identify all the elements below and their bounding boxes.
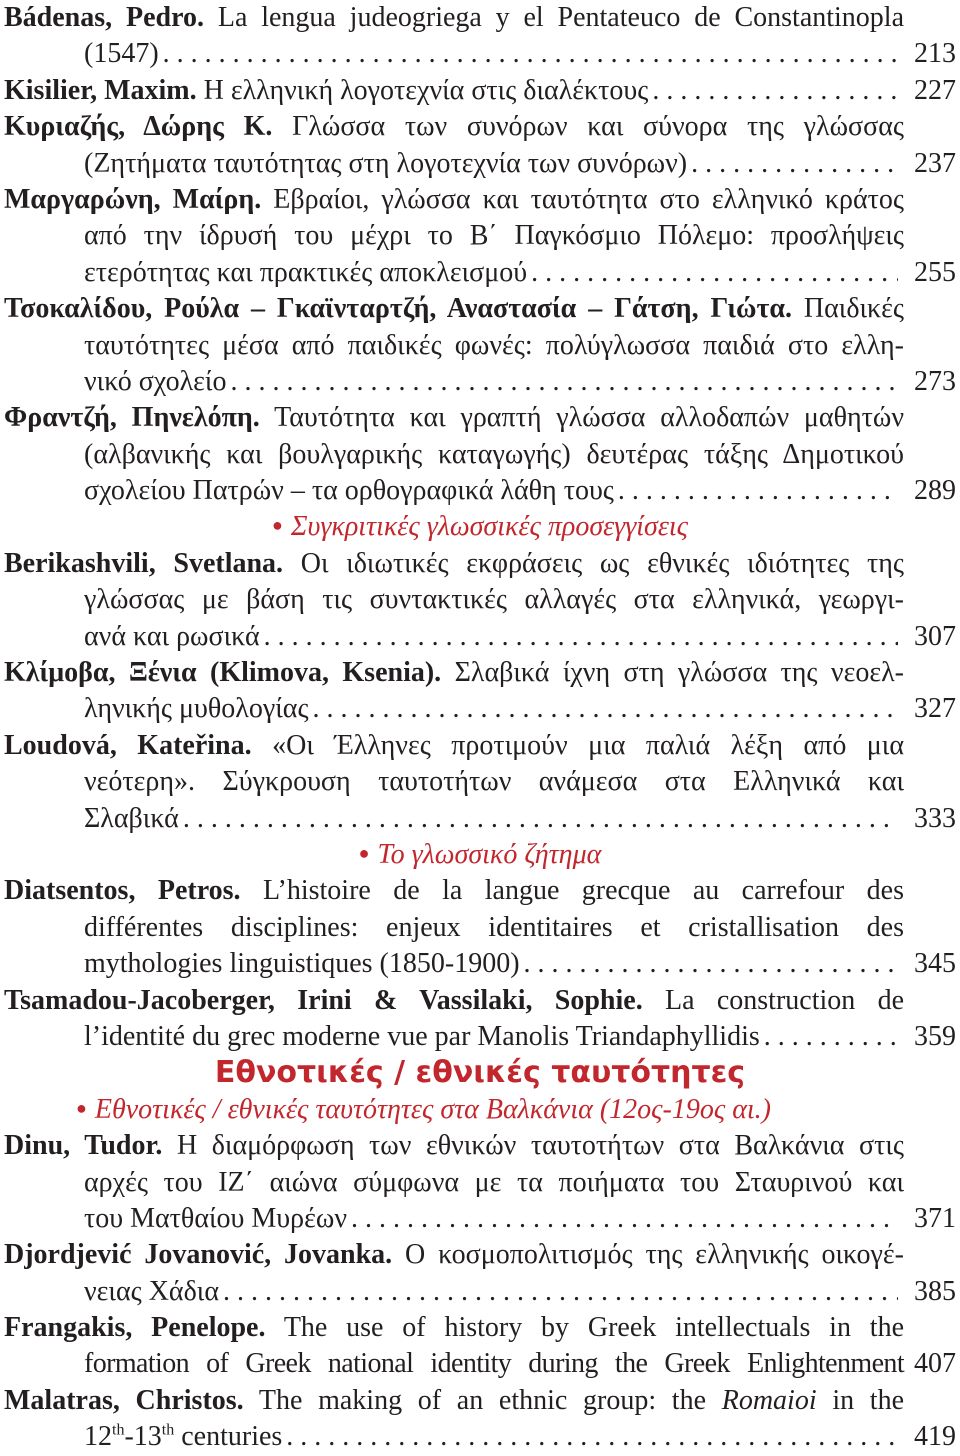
- leader-dots: [163, 36, 898, 72]
- page-number: 359: [914, 1020, 956, 1052]
- leader-dots: [351, 1201, 898, 1237]
- entry-title-cont: (αλβανικής και βουλγαρικής καταγωγής) δευτέρας τάξης Δημοτικού: [84, 438, 904, 470]
- leader-dots: [618, 473, 898, 509]
- toc-entry: [0, 0, 960, 73]
- page-number: 407: [914, 1348, 956, 1380]
- toc-entry: [0, 873, 960, 982]
- leader-dots: [524, 946, 898, 982]
- entry-title: Ο κοσμοπολιτισμός της ελληνικής οικογέ-: [405, 1239, 904, 1271]
- page-number: 255: [914, 256, 956, 288]
- entry-title-cont: ανά και ρωσικά: [84, 620, 260, 652]
- entry-title: Γλώσσα των συνόρων και σύνορα της γλώσσας: [292, 111, 904, 143]
- page-number: 273: [914, 365, 956, 397]
- entry-author: Malatras, Christos.: [4, 1384, 244, 1416]
- entry-title: Οι ιδιωτικές εκφράσεις ως εθνικές ιδιότητες της: [300, 547, 905, 579]
- leader-dots: [531, 255, 898, 291]
- entry-author: Berikashvili, Svetlana.: [4, 547, 284, 579]
- page-number: 385: [914, 1275, 956, 1307]
- page-number: 213: [914, 38, 956, 70]
- toc-entry: [0, 1310, 960, 1383]
- toc-entry: Malatras, Christos. The making of an ethnic group: the Romaioi in the 12th-13th centuries . . . 419: [0, 1383, 960, 1456]
- entry-title: in the: [832, 1384, 904, 1416]
- entry-title-cont: (Ζητήματα ταυτότητας στη λογοτεχνία των συνόρων): [84, 147, 688, 179]
- leader-dots: [691, 146, 898, 182]
- toc-entry: [0, 1237, 960, 1310]
- entry-author: Κυριαζής, Δώρης Κ.: [4, 111, 273, 143]
- toc-entry: [0, 728, 960, 837]
- entry-title: La lengua judeogriega y el Pentateuco de Constantinopla: [217, 2, 905, 33]
- entry-title: «Οι Έλληνες προτιμούν μια παλιά λέξη από μια: [272, 729, 905, 761]
- bullet-icon: ●: [358, 842, 370, 863]
- toc-entry: [0, 73, 960, 109]
- toc-entry: [0, 1128, 960, 1237]
- page-number: 289: [914, 475, 956, 507]
- entry-title: L’histoire de la langue grecque au carrefour des: [262, 875, 905, 907]
- leader-dots: [223, 1274, 898, 1310]
- entry-title-cont: mythologies linguistiques (1850-1900): [84, 948, 520, 980]
- entry-author: Kisilier, Maxim.: [4, 74, 197, 106]
- leader-dots: [313, 691, 898, 727]
- entry-author: Dinu, Tudor.: [4, 1130, 163, 1162]
- entry-author: Φραντζή, Πηνελόπη.: [4, 402, 260, 434]
- entry-title-cont: ετερότητας και πρακτικές αποκλεισμού: [84, 256, 528, 288]
- entry-title-cont: l’identité du grec moderne vue par Manolis Triandaphyllidis: [84, 1020, 760, 1052]
- bullet-icon: ●: [272, 515, 283, 536]
- entry-title-cont: σχολείου Πατρών – τα ορθογραφικά λάθη τους: [84, 475, 614, 507]
- entry-title: La construction de: [665, 984, 904, 1016]
- entry-title: The making of an ethnic group: the: [258, 1384, 707, 1416]
- page-number: 237: [914, 147, 956, 179]
- leader-dots: [183, 801, 898, 837]
- page-number: 371: [914, 1202, 956, 1234]
- entry-author: Loudová, Kateřina.: [4, 729, 252, 761]
- entry-title-cont: από την ίδρυσή του μέχρι το Β΄ Παγκόσμιο Πόλεμο: προσλήψεις: [84, 220, 904, 252]
- entry-author: Djordjević Jovanović, Jovanka.: [4, 1239, 393, 1271]
- entry-title-cont: ταυτότητες μέσα από παιδικές φωνές: πολύγλωσσα παιδιά στο ελλη-: [84, 329, 904, 361]
- entry-title: The use of history by Greek intellectuals in the: [283, 1312, 904, 1344]
- toc-entry: [0, 109, 960, 182]
- entry-title-cont: νεότερη». Σύγκρουση ταυτοτήτων ανάμεσα στα Ελληνικά και: [84, 766, 904, 798]
- entry-author: Κλίμοβα, Ξένια (Klimova, Ksenia).: [4, 657, 442, 689]
- section-heading: Εθνοτικές / εθνικές ταυτότητες: [214, 1055, 746, 1091]
- entry-title-cont: νικό σχολείο: [84, 365, 227, 397]
- entry-title-cont: formation of Greek national identity during the Greek Enlightenment: [84, 1348, 904, 1380]
- entry-author: Μαργαρώνη, Μαίρη.: [4, 183, 262, 215]
- toc-entry: [0, 983, 960, 1056]
- leader-dots: [264, 619, 898, 655]
- entry-title: Παιδικές: [803, 293, 904, 325]
- page-number: 327: [914, 693, 956, 725]
- page-number: 333: [914, 802, 956, 834]
- entry-title-cont: νειας Χάδια: [84, 1275, 219, 1307]
- page-number: 345: [914, 948, 956, 980]
- subsection-heading: ● Εθνοτικές / εθνικές ταυτότητες στα Βαλκάνια (12ος-19ος αι.): [76, 1093, 771, 1125]
- toc-entry: [0, 291, 960, 400]
- entry-title: Ταυτότητα και γραπτή γλώσσα αλλοδαπών μαθητών: [274, 402, 904, 434]
- toc-entry: [0, 182, 960, 291]
- entry-author: Diatsentos, Petros.: [4, 875, 241, 907]
- subsection-heading: ● Το γλωσσικό ζήτημα: [358, 838, 602, 870]
- subsection-heading: ● Συγκριτικές γλωσσικές προσεγγίσεις: [272, 511, 688, 543]
- entry-title-italic: Romaioi: [721, 1384, 817, 1416]
- entry-title-cont: (1547): [84, 38, 159, 70]
- leader-dots: [286, 1419, 898, 1455]
- entry-title-cont: différentes disciplines: enjeux identitaires et cristallisation des: [84, 911, 904, 943]
- toc-entry: [0, 400, 960, 509]
- page-number: 227: [914, 74, 956, 106]
- toc-entry: [0, 546, 960, 655]
- entry-title-cont: Σλαβικά: [84, 802, 179, 834]
- entry-title: Η διαμόρφωση των εθνικών ταυτοτήτων στα Βαλκάνια στις: [176, 1130, 904, 1162]
- entry-title-cont: ληνικής μυθολογίας: [84, 693, 309, 725]
- entry-author: Tsamadou-Jacoberger, Irini & Vassilaki, Sophie.: [4, 984, 643, 1016]
- page-number: 307: [914, 620, 956, 652]
- entry-title-cont: του Ματθαίου Μυρέων: [84, 1202, 347, 1234]
- entry-author: Τσοκαλίδου, Ρούλα – Γκαϊνταρτζή, Αναστασία – Γάτση, Γιώτα.: [4, 293, 792, 325]
- entry-author: Bádenas, Pedro.: [4, 2, 204, 33]
- entry-author: Frangakis, Penelope.: [4, 1312, 266, 1344]
- entry-title: Η ελληνική λογοτεχνία στις διαλέκτους: [203, 74, 649, 106]
- bullet-icon: ●: [76, 1097, 87, 1118]
- leader-dots: [230, 364, 898, 400]
- leader-dots: [764, 1019, 898, 1055]
- page-number: 419: [914, 1421, 956, 1453]
- entry-title: Εβραίοι, γλώσσα και ταυτότητα στο ελληνικό κράτος: [273, 183, 904, 215]
- leader-dots: [652, 73, 898, 109]
- entry-title: Σλαβικά ίχνη στη γλώσσα της νεοελ-: [454, 657, 905, 689]
- entry-title-cont: γλώσσας με βάση τις συντακτικές αλλαγές στα ελληνικά, γεωργι-: [84, 584, 904, 616]
- toc-entry: [0, 655, 960, 728]
- entry-title-cont: αρχές του ΙΖ΄ αιώνα σύμφωνα με τα ποιήματα του Σταυρινού και: [84, 1166, 904, 1198]
